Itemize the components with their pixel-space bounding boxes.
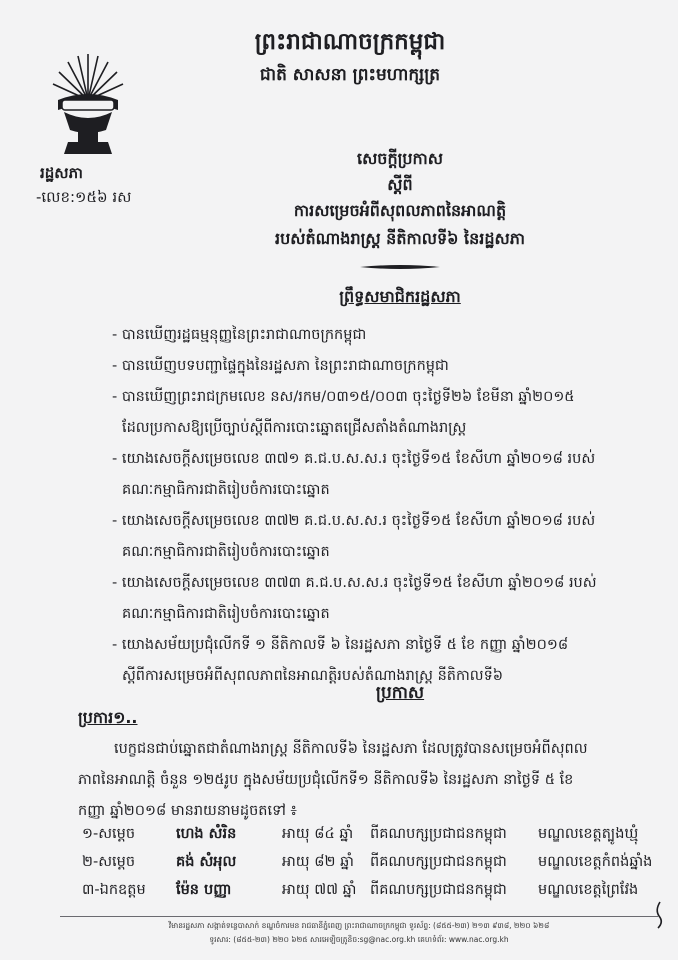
member-party: ពីគណបក្សប្រជាជនកម្ពុជា <box>370 882 507 898</box>
member-province: មណ្ឌលខេត្តកំពង់ឆ្នាំង <box>538 854 653 870</box>
member-row <box>82 876 672 904</box>
issuing-institution: រដ្ឋសភា <box>40 164 83 182</box>
member-age: អាយុ ៨២ ឆ្នាំ <box>282 854 354 870</box>
announce-heading: ប្រកាស <box>375 683 425 703</box>
footer-address: វិមានរដ្ឋសភា សង្កាត់ទន្លេបាសាក់ ខណ្ឌចំការមន រាជធានីភ្នំពេញ ព្រះរាជាណាចក្រកម្ពុជា ទូរស័ព្ទ: (៨៥៥-២៣) ២១៣ ៩៣៨, ២២០ ៦២៨ <box>168 921 550 930</box>
preamble-line: គណៈកម្មាធិការជាតិរៀបចំការបោះឆ្នោត <box>122 606 330 622</box>
preamble-line: - បានឃើញបទបញ្ជាផ្ទៃក្នុងនៃរដ្ឋសភា នៃព្រះរាជាណាចក្រកម្ពុជា <box>112 358 449 374</box>
member-list <box>82 820 672 904</box>
member-province: មណ្ឌលខេត្តត្បូងឃ្មុំ <box>538 826 639 842</box>
member-title: ២-សម្តេច <box>82 854 136 870</box>
article-body <box>78 734 668 827</box>
preamble-line: - យោងសេចក្តីសម្រេចលេខ ៣៧១ គ.ជ.ប.ស.ស.រ ចុះថ្ងៃទី១៥ ខែសីហា ឆ្នាំ២០១៨ របស់ <box>112 451 596 467</box>
national-assembly-emblem-icon <box>48 50 128 160</box>
preamble-line: - យោងសេចក្តីសម្រេចលេខ ៣៧៣ គ.ជ.ប.ស.ស.រ ចុះថ្ងៃទី១៥ ខែសីហា ឆ្នាំ២០១៨ របស់ <box>112 575 597 591</box>
member-party: ពីគណបក្សប្រជាជនកម្ពុជា <box>370 826 507 842</box>
preamble-list <box>112 320 672 692</box>
member-title: ៣-ឯកឧត្តម <box>82 882 146 898</box>
member-province: មណ្ឌលខេត្តព្រៃវែង <box>538 882 639 898</box>
preamble-line: - យោងសម័យប្រជុំលើកទី ១ នីតិកាលទី ៦ នៃរដ្ឋសភា នាថ្ងៃទី ៥ ខែ កញ្ញា ឆ្នាំ២០១៨ <box>112 637 569 653</box>
title-subject-2: របស់តំណាងរាស្ត្រ នីតិកាលទី៦ នៃរដ្ឋសភា <box>275 229 525 248</box>
member-name: ហេង សំរិន <box>176 826 237 842</box>
footer-contact: ទូរសារ: (៨៥៥-២៣) ២២០ ៦២៥ សារអេឡិចត្រូនិច:sg@nac.org.kh គេហទំព័រ: www.nac.org.kh <box>209 935 509 944</box>
member-name: ម៉ែន បញ្ញា <box>176 882 232 898</box>
title-about: ស្តីពី <box>387 175 413 194</box>
document-number: -លេខ:១៥៦ រស <box>36 188 132 206</box>
member-age: អាយុ ៧៧ ឆ្នាំ <box>282 882 357 898</box>
article-text-line: កញ្ញា ឆ្នាំ២០១៨ មានរាយនាមដូចតទៅ ៖ <box>78 803 297 819</box>
preamble-line: គណៈកម្មាធិការជាតិរៀបចំការបោះឆ្នោត <box>122 544 330 560</box>
article-heading: ប្រការ១.. <box>78 708 138 727</box>
preamble-line: ដែលប្រកាសឱ្យប្រើច្បាប់ស្តីពីការបោះឆ្នោតជ្រើសតាំងតំណាងរាស្ត្រ <box>122 420 467 436</box>
article-text-line: ភាពនៃអាណត្តិ ចំនួន ១២៥រូប ក្នុងសម័យប្រជុំលើកទី១ នីតិកាលទី៦ នៃរដ្ឋសភា នាថ្ងៃទី ៥ ខែ <box>78 772 574 788</box>
member-name: គង់ សំអុល <box>176 854 237 870</box>
national-motto: ជាតិ សាសនា ព្រះមហាក្សត្រ <box>259 65 441 85</box>
divider-flourish-icon <box>360 262 440 272</box>
title-subject: ការសម្រេចអំពីសុពលភាពនៃអាណត្តិ <box>293 201 507 220</box>
preamble-line: - បានឃើញរដ្ឋធម្មនុញ្ញនៃព្រះរាជាណាចក្រកម្ពុជា <box>112 327 367 343</box>
council-heading: ព្រឹទ្ធសមាជិករដ្ឋសភា <box>339 287 461 306</box>
page-mark-icon <box>652 900 668 930</box>
preamble-line: - បានឃើញព្រះរាជក្រមលេខ នស/រកម/០៣១៥/០០៣ ចុះថ្ងៃទី២៦ ខែមីនា ឆ្នាំ២០១៥ <box>112 389 575 405</box>
article-text-line: បេក្ខជនជាប់ឆ្នោតជាតំណាងរាស្ត្រ នីតិកាលទី៦ នៃរដ្ឋសភា ដែលត្រូវបានសម្រេចអំពីសុពល <box>114 741 588 757</box>
footer-divider <box>60 916 658 917</box>
preamble-line: គណៈកម្មាធិការជាតិរៀបចំការបោះឆ្នោត <box>122 482 330 498</box>
preamble-line: - យោងសេចក្តីសម្រេចលេខ ៣៧២ គ.ជ.ប.ស.ស.រ ចុះថ្ងៃទី១៥ ខែសីហា ឆ្នាំ២០១៨ របស់ <box>112 513 596 529</box>
member-title: ១-សម្តេច <box>82 826 136 842</box>
member-party: ពីគណបក្សប្រជាជនកម្ពុជា <box>370 854 507 870</box>
member-row <box>82 820 672 848</box>
member-age: អាយុ ៨៤ ឆ្នាំ <box>282 826 354 842</box>
kingdom-title: ព្រះរាជាណាចក្រកម្ពុជា <box>254 29 446 55</box>
preamble-line: ស្តីពីការសម្រេចអំពីសុពលភាពនៃអាណត្តិរបស់តំណាងរាស្ត្រ នីតិកាលទី៦ <box>122 668 504 684</box>
member-row <box>82 848 672 876</box>
document-type: សេចក្តីប្រកាស <box>356 149 443 168</box>
